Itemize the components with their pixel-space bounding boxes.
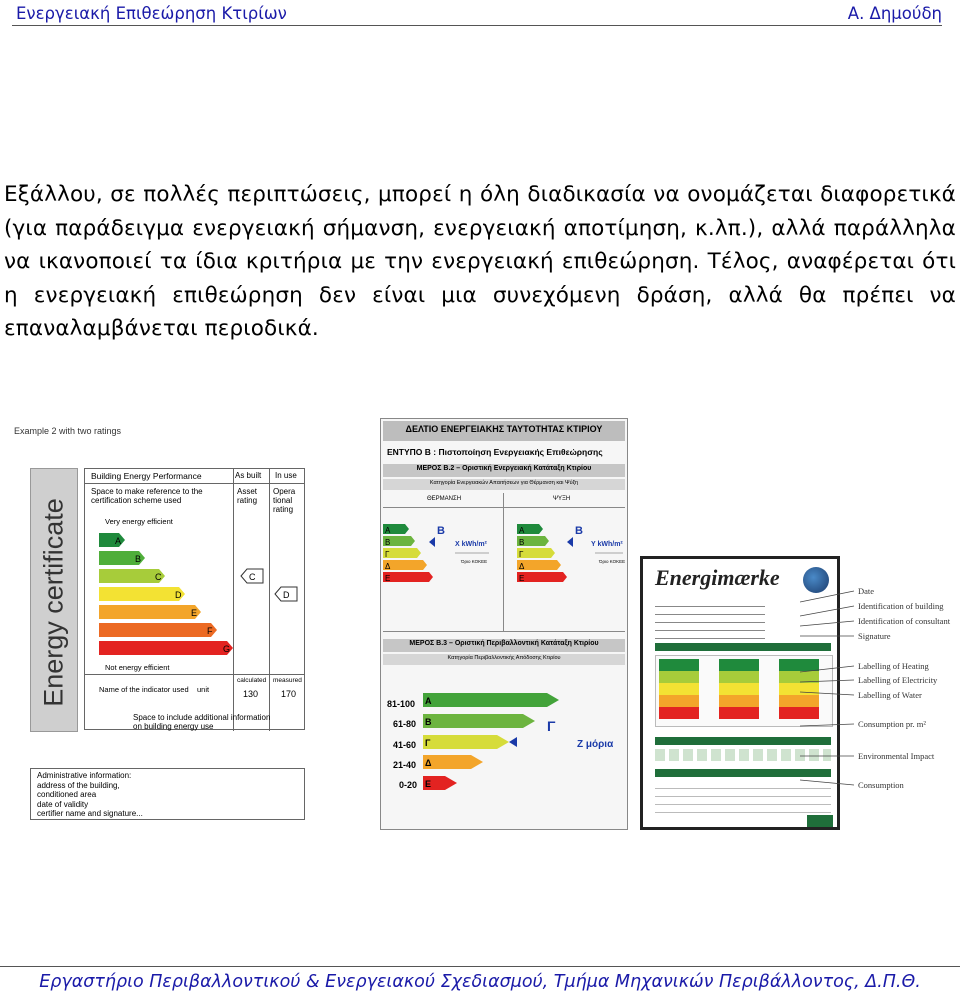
range-label: 41-60	[393, 740, 417, 750]
greek-certificate-figure	[380, 418, 628, 830]
asset-marker-label: C	[249, 572, 256, 582]
band-a-label: A	[115, 536, 122, 546]
energimaerke-logo: Energimærke	[655, 565, 780, 590]
form-lines	[655, 599, 765, 639]
not-efficient-label: Not energy efficient	[105, 663, 170, 672]
calculated-value: 130	[243, 689, 259, 699]
env-band-e-label: Ε	[425, 779, 432, 789]
chart-stripes	[659, 659, 699, 719]
cool-class-value: Y kWh/m²	[591, 541, 623, 548]
grid-line	[383, 507, 625, 508]
as-built-heading: As built	[235, 471, 262, 480]
oper-rating-l3: rating	[273, 505, 294, 514]
bep-heading: Building Energy Performance	[91, 471, 202, 481]
header-divider	[12, 25, 942, 26]
cool-band-a-label: Α	[519, 526, 525, 535]
indicator-name: Name of the indicator used	[99, 685, 189, 694]
greek-form: ΕΝΤΥΠΟ Β : Πιστοποίηση Ενεργειακής Επιθεώρησης	[387, 447, 603, 457]
band-g-arrow	[99, 641, 233, 655]
body-paragraph: Εξάλλου, σε πολλές περιπτώσεις, μπορεί η όλη διαδικασία να ονομάζεται διαφορετικά (για παράδειγμα ενεργειακή σήμανση, ενεργειακή αποτίμηση, κ.λπ.), αλλά παράλληλα να ικανοποιεί τα ίδια κριτήρια με την ενεργειακή επιθεώρηση. Τέλος, αναφέρεται ότι η ενεργειακή επιθεώρηση δεν είναι μια συνεχόμενη δράση, αλλά θα πρέπει να επαναλαμβάνεται περιοδικά.	[4, 182, 956, 341]
measured-label: measured	[273, 677, 302, 684]
cool-band-b-label: Β	[519, 538, 525, 547]
grid-line	[503, 493, 504, 631]
annot-line	[800, 724, 854, 726]
header-title: Ενεργειακή Επιθεώρηση Κτιρίων	[16, 4, 287, 23]
admin-info-box	[30, 768, 305, 820]
part3-title: ΜΕΡΟΣ Β.3 – Οριστική Περιβαλλοντική Κατάταξη Κτιρίου	[409, 640, 599, 647]
annot-line	[800, 680, 854, 682]
certificate-title-bar	[30, 468, 78, 732]
asset-marker	[235, 529, 275, 669]
scheme-ref-line1: Space to make reference to the	[91, 487, 203, 496]
env-band-a	[423, 693, 559, 707]
env-band-d	[423, 755, 483, 769]
in-use-heading: In use	[275, 471, 297, 480]
heat-class-pointer	[429, 537, 435, 547]
band-d-arrow	[99, 587, 185, 601]
certificate-vertical-title: Energy certificate	[38, 498, 69, 707]
heat-limit-label: Όριο ΚΟΚΕΕ	[461, 559, 488, 564]
annot-consumption-m2: Consumption pr. m²	[858, 719, 926, 729]
admin-line: Administrative information:	[37, 771, 132, 780]
heating-heading: ΘΕΡΜΑΝΣΗ	[427, 496, 462, 502]
heat-band-e-label: Ε	[385, 574, 391, 583]
admin-line: conditioned area	[37, 790, 97, 799]
grid-line	[85, 674, 304, 675]
env-band-b-label: Β	[425, 717, 432, 727]
env-class-pointer	[509, 737, 517, 747]
very-efficient-label: Very energy efficient	[105, 517, 173, 526]
cooling-scale	[505, 523, 625, 593]
admin-line: address of the building,	[37, 780, 120, 790]
band-e-arrow	[99, 605, 201, 619]
cool-band-e	[517, 572, 567, 582]
header-author: Α. Δημούδη	[847, 4, 942, 23]
annot-building: Identification of building	[858, 601, 944, 611]
heating-scale	[381, 523, 501, 593]
calculated-label: calculated	[237, 677, 267, 684]
oper-rating-l2: tional	[273, 496, 293, 505]
env-band-b	[423, 714, 535, 728]
annot-water: Labelling of Water	[858, 690, 922, 700]
cool-limit-label: Όριο ΚΟΚΕΕ	[599, 559, 625, 564]
env-band-a-label: Α	[425, 696, 432, 706]
heat-band-a-label: Α	[385, 526, 391, 535]
greek-title: ΔΕΛΤΙΟ ΕΝΕΡΓΕΙΑΚΗΣ ΤΑΥΤΟΤΗΤΑΣ ΚΤΙΡΙΟΥ	[405, 424, 603, 434]
asset-rating-l1: Asset	[237, 487, 258, 496]
cool-class-label: Β	[575, 525, 583, 537]
range-label: 0-20	[399, 780, 418, 790]
chart-stripes	[719, 659, 759, 719]
oper-marker	[271, 529, 311, 669]
band-e-label: E	[191, 608, 198, 618]
add-info-line2: on building energy use	[133, 722, 214, 731]
cool-band-c-label: Γ	[519, 550, 524, 559]
example-caption: Example 2 with two ratings	[14, 426, 122, 436]
part2-subtitle: Κατηγορία Ενεργειακών Απαιτήσεων για Θέρμανση και Ψύξη	[429, 480, 579, 486]
rating-arrows	[99, 529, 249, 669]
page-header	[16, 4, 942, 26]
env-class-label: Γ	[547, 718, 556, 734]
admin-line: certifier name and signature...	[37, 809, 143, 818]
admin-line: date of validity	[37, 799, 89, 809]
annot-heating: Labelling of Heating	[858, 661, 929, 671]
env-class-value: Z μόρια	[577, 739, 614, 750]
band-d-label: D	[175, 590, 182, 600]
part2-title: ΜΕΡΟΣ Β.2 – Οριστική Ενεργειακή Κατάταξη Κτιρίου	[416, 465, 592, 472]
annot-line	[800, 606, 854, 616]
cooling-heading: ΨΥΞΗ	[553, 496, 571, 502]
heat-class-value: X kWh/m²	[455, 541, 487, 548]
env-band-c	[423, 735, 509, 749]
part3-subtitle: Κατηγορία Περιβαλλοντικής Απόδοσης Κτιρίου	[447, 655, 561, 661]
annot-env-impact: Environmental Impact	[858, 751, 935, 761]
band-c-label: C	[155, 572, 162, 582]
heat-band-c-label: Γ	[385, 550, 390, 559]
annot-consultant: Identification of consultant	[858, 616, 951, 626]
annot-line	[800, 591, 854, 602]
page-footer: Εργαστήριο Περιβαλλοντικού & Ενεργειακού Σχεδιασμού, Τμήμα Μηχανικών Περιβάλλοντος, Δ.Π.Θ.	[39, 972, 921, 992]
range-label: 81-100	[387, 699, 416, 709]
cool-class-pointer	[567, 537, 573, 547]
cool-band-e-label: Ε	[519, 574, 525, 583]
heat-band-d-label: Δ	[385, 562, 391, 571]
annot-electricity: Labelling of Electricity	[858, 675, 938, 685]
scheme-ref-line2: certification scheme used	[91, 496, 182, 505]
band-f-arrow	[99, 623, 217, 637]
range-label: 61-80	[393, 719, 417, 729]
asset-rating-l2: rating	[237, 496, 258, 505]
heat-band-b-label: Β	[385, 538, 391, 547]
band-g-label: G	[223, 644, 231, 654]
band-b-label: B	[135, 554, 142, 564]
environmental-scale	[381, 689, 625, 799]
env-band-c-label: Γ	[425, 738, 431, 748]
heat-band-e	[383, 572, 433, 582]
indicator-unit: unit	[197, 685, 210, 694]
band-a-arrow	[99, 533, 125, 547]
oper-rating-l1: Opera	[273, 487, 296, 496]
grid-line	[383, 631, 625, 632]
measured-value: 170	[281, 689, 297, 699]
cool-band-d-label: Δ	[519, 562, 525, 571]
annot-line	[800, 692, 854, 695]
range-label: 21-40	[393, 760, 417, 770]
grid-line	[85, 483, 304, 484]
heat-class-label: Β	[437, 525, 445, 537]
oper-marker-label: D	[283, 590, 290, 600]
annot-line	[800, 780, 854, 785]
footer-divider	[0, 966, 960, 967]
annot-line	[800, 666, 854, 672]
annot-signature: Signature	[858, 631, 891, 641]
add-info-line1: Space to include additional information	[133, 713, 271, 722]
annot-consumption: Consumption	[858, 780, 904, 790]
annot-date: Date	[858, 586, 875, 596]
env-band-d-label: Δ	[425, 758, 432, 768]
energy-certificate-figure	[8, 420, 308, 822]
annot-line	[800, 621, 854, 626]
rating-box	[84, 468, 305, 730]
band-f-label: F	[207, 626, 213, 636]
